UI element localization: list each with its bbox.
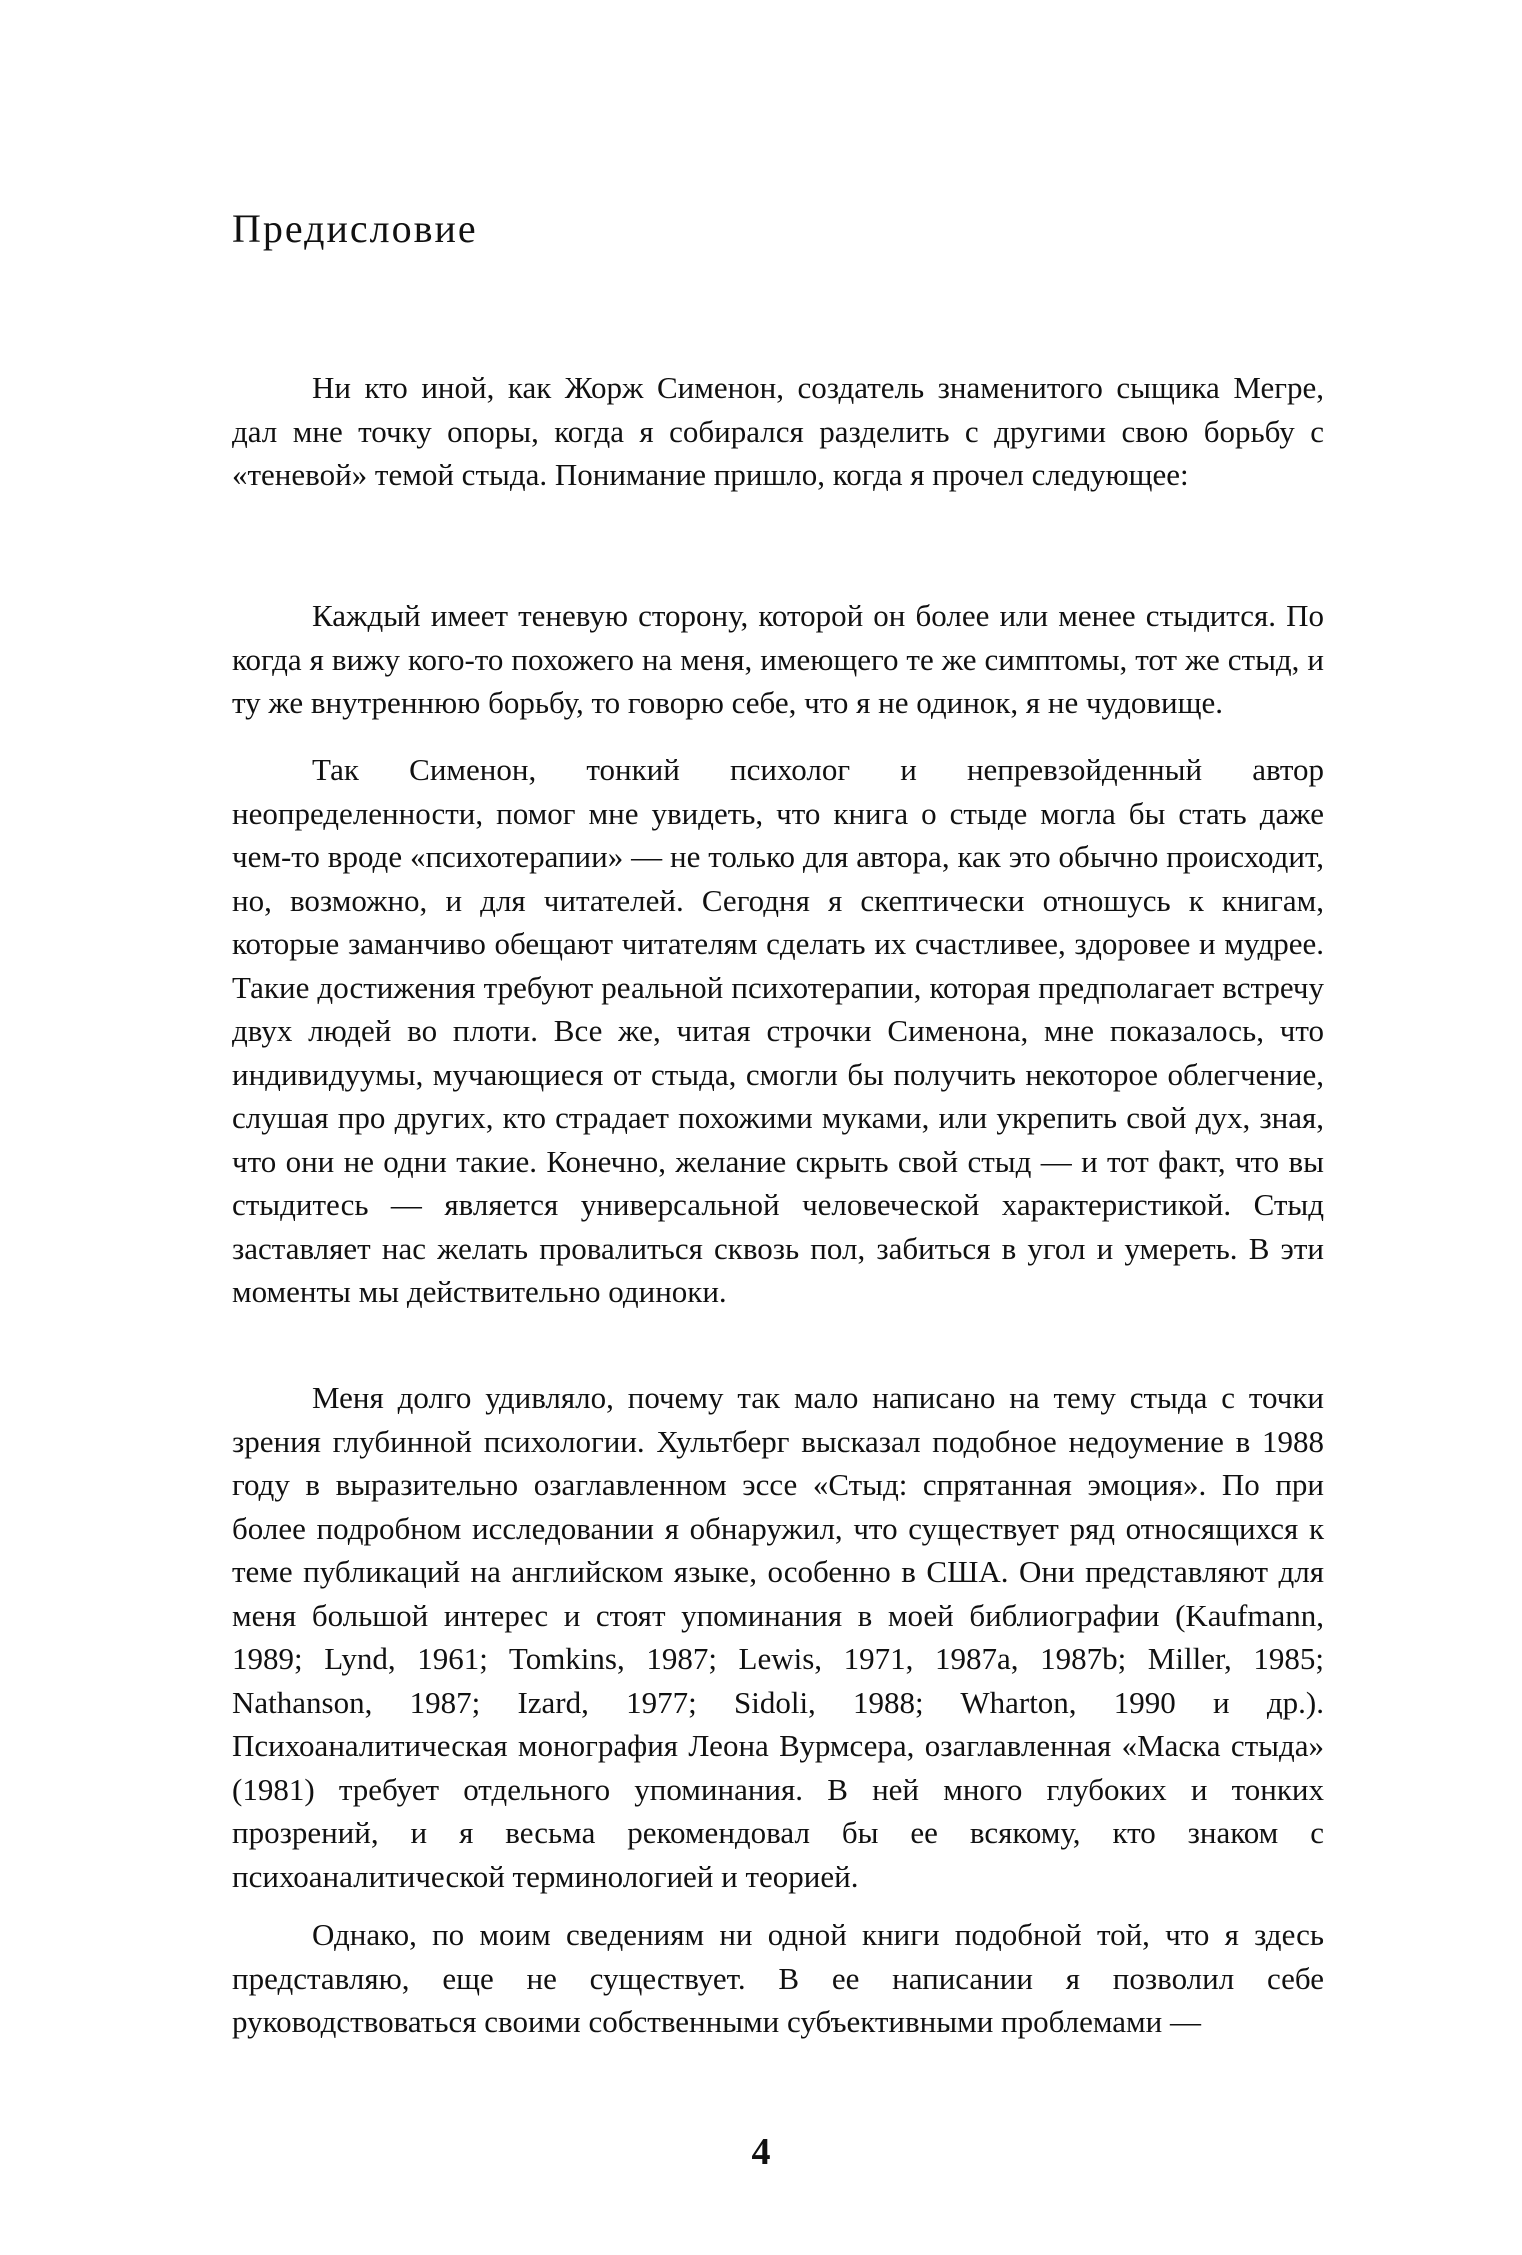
paragraph-bibliography <box>232 1376 1324 1898</box>
paragraph-text: Так Сименон, тонкий психолог и непревзойденный автор неопределенности, помог мне увидеть, что книга о стыде могла бы стать даже чем-то вроде «психотерапии» — не только для автора, как это обычно происходит, но, возможно, и для читателей. Сегодня я скептически отношусь к книгам, которые заманчиво обещают читателям сделать их счастливее, здоровее и мудрее. Такие достижения требуют реальной психотерапии, которая предполагает встречу двух людей во плоти. Все же, читая строчки Сименона, мне показалось, что индивидуумы, мучающиеся от стыда, смогли бы получить некоторое облегчение, слушая про других, кто страдает похожими муками, или укрепить свой дух, зная, что они не одни такие. Конечно, желание скрыть свой стыд — и тот факт, что вы стыдитесь — является универсальной человеческой характеристикой. Стыд заставляет нас желать провалиться сквозь пол, забиться в угол и умереть. В эти моменты мы действительно одиноки. <box>232 752 1324 1309</box>
paragraph-text: Однако, по моим сведениям ни одной книги подобной той, что я здесь представляю, еще не существует. В ее написании я позволил себе руководствоваться своими собственными субъективными проблемами — <box>232 1917 1324 2039</box>
paragraph-closing <box>232 1913 1324 2044</box>
paragraph-text: Меня долго удивляло, почему так мало написано на тему стыда с точки зрения глубинной психологии. Хультберг высказал подобное недоумение в 1988 году в выразительно озаглавленном эссе «Стыд: спрятанная эмоция». По при более подробном исследовании я обнаружил, что существует ряд относящихся к теме публикаций на английском языке, особенно в США. Они представляют для меня большой интерес и стоят упоминания в моей библиографии (Kaufmann, 1989; Lynd, 1961; Tomkins, 1987; Lewis, 1971, 1987a, 1987b; Miller, 1985; Nathanson, 1987; Izard, 1977; Sidoli, 1988; Wharton, 1990 и др.). Психоаналитическая монография Леона Вурмсера, озаглавленная «Маска стыда» (1981) требует отдельного упоминания. В ней много глубоких и тонких прозрений, и я весьма рекомендовал бы ее всякому, кто знаком с психоаналитической терминологией и теорией. <box>232 1380 1324 1894</box>
paragraph-simenon <box>232 748 1324 1314</box>
paragraph-intro <box>232 366 1324 497</box>
paragraph-text: Ни кто иной, как Жорж Сименон, создатель знаменитого сыщика Мегре, дал мне точку опоры, когда я собирался разделить с другими свою борьбу с «теневой» темой стыда. Понимание пришло, когда я прочел следующее: <box>232 370 1324 492</box>
page-number: 4 <box>751 2131 771 2173</box>
paragraph-quote <box>232 594 1324 725</box>
paragraph-text: Каждый имеет теневую сторону, которой он более или менее стыдится. По когда я вижу кого-то похожего на меня, имеющего те же симптомы, тот же стыд, и ту же внутреннюю борьбу, то говорю себе, что я не одинок, я не чудовище. <box>232 598 1324 720</box>
chapter-heading: Предисловие <box>232 206 478 251</box>
